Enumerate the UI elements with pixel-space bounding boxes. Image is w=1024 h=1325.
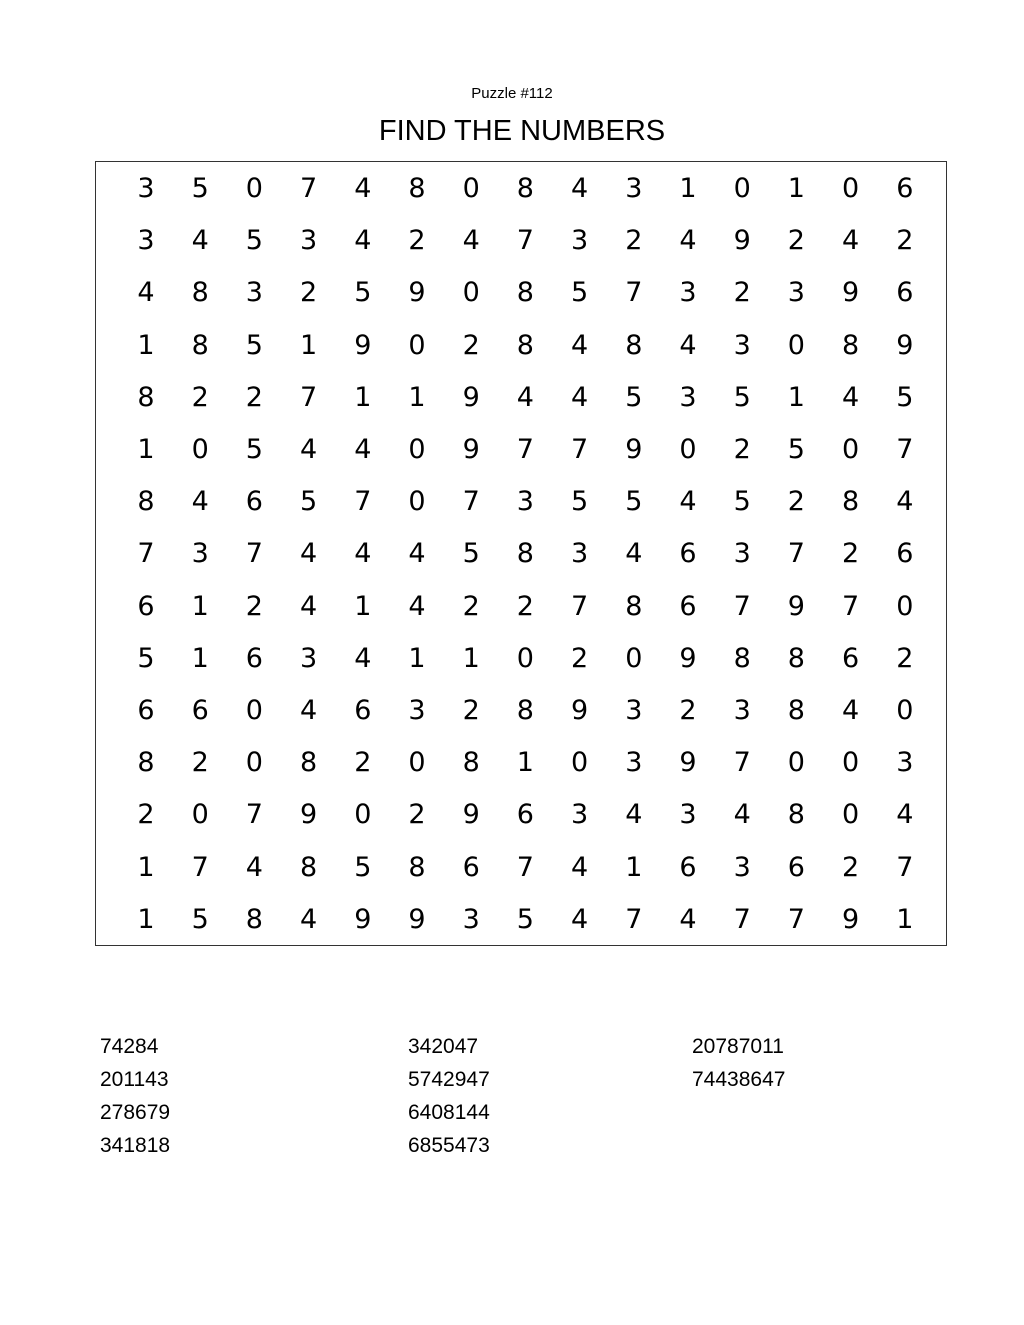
grid-cell[interactable]: 4 bbox=[679, 329, 697, 361]
grid-cell[interactable]: 3 bbox=[191, 538, 209, 570]
grid-cell[interactable]: 5 bbox=[733, 486, 751, 518]
grid-cell[interactable]: 6 bbox=[896, 173, 914, 204]
grid-cell[interactable]: 4 bbox=[571, 173, 589, 204]
grid-cell[interactable]: 4 bbox=[842, 225, 860, 257]
grid-cell[interactable]: 4 bbox=[191, 225, 209, 257]
grid-cell[interactable]: 1 bbox=[516, 747, 534, 779]
grid-cell[interactable]: 7 bbox=[625, 903, 643, 935]
grid-cell[interactable]: 5 bbox=[516, 903, 534, 935]
grid-cell[interactable]: 0 bbox=[842, 799, 860, 831]
grid-cell[interactable]: 0 bbox=[571, 747, 589, 779]
grid-cell[interactable]: 0 bbox=[787, 329, 805, 361]
grid-cell[interactable]: 9 bbox=[462, 381, 480, 413]
grid-cell[interactable]: 7 bbox=[571, 590, 589, 622]
grid-cell[interactable]: 4 bbox=[245, 851, 263, 883]
grid-cell[interactable]: 4 bbox=[896, 486, 914, 518]
grid-cell[interactable]: 2 bbox=[245, 381, 263, 413]
grid-cell[interactable]: 5 bbox=[354, 851, 372, 883]
grid-cell[interactable]: 6 bbox=[516, 799, 534, 831]
grid-cell[interactable]: 2 bbox=[733, 434, 751, 465]
grid-cell[interactable]: 9 bbox=[679, 747, 697, 779]
grid-cell[interactable]: 4 bbox=[679, 225, 697, 257]
grid-cell[interactable]: 9 bbox=[896, 329, 914, 361]
grid-cell[interactable]: 8 bbox=[516, 277, 534, 309]
grid-cell[interactable]: 2 bbox=[571, 642, 589, 674]
grid-cell[interactable]: 9 bbox=[842, 903, 860, 935]
grid-cell[interactable]: 9 bbox=[625, 434, 643, 465]
grid-cell[interactable]: 4 bbox=[733, 799, 751, 831]
grid-cell[interactable]: 4 bbox=[354, 538, 372, 570]
grid-cell[interactable]: 2 bbox=[191, 747, 209, 779]
grid-cell[interactable]: 2 bbox=[842, 538, 860, 570]
word-list-item: 6855473 bbox=[408, 1134, 490, 1157]
grid-cell[interactable]: 8 bbox=[516, 329, 534, 361]
grid-cell[interactable]: 4 bbox=[679, 486, 697, 518]
grid-cell[interactable]: 7 bbox=[354, 486, 372, 518]
grid-cell[interactable]: 5 bbox=[787, 434, 805, 465]
word-list-item: 341818 bbox=[100, 1134, 171, 1157]
grid-cell[interactable]: 0 bbox=[408, 434, 426, 465]
grid-cell[interactable]: 9 bbox=[354, 329, 372, 361]
grid-cell[interactable]: 9 bbox=[733, 225, 751, 257]
grid-cell[interactable]: 1 bbox=[679, 173, 697, 204]
grid-cell[interactable]: 4 bbox=[300, 903, 318, 935]
grid-cell[interactable]: 4 bbox=[300, 434, 318, 465]
grid-cell[interactable]: 8 bbox=[842, 329, 860, 361]
grid-cell[interactable]: 4 bbox=[354, 434, 372, 465]
grid-cell[interactable]: 7 bbox=[516, 434, 534, 465]
grid-cell[interactable]: 1 bbox=[896, 903, 914, 935]
grid-cell[interactable]: 3 bbox=[137, 225, 155, 257]
grid-cell[interactable]: 3 bbox=[679, 381, 697, 413]
grid-cell[interactable]: 0 bbox=[896, 590, 914, 622]
grid-cell[interactable]: 1 bbox=[408, 642, 426, 674]
grid-cell[interactable]: 1 bbox=[300, 329, 318, 361]
grid-cell[interactable]: 9 bbox=[408, 277, 426, 309]
grid-cell[interactable]: 2 bbox=[842, 851, 860, 883]
grid-cell[interactable]: 2 bbox=[896, 225, 914, 257]
grid-cell[interactable]: 4 bbox=[625, 799, 643, 831]
grid-cell[interactable]: 8 bbox=[842, 486, 860, 518]
grid-cell[interactable]: 1 bbox=[137, 903, 155, 935]
grid-cell[interactable]: 3 bbox=[625, 747, 643, 779]
grid-cell[interactable]: 4 bbox=[300, 695, 318, 726]
grid-cell[interactable]: 1 bbox=[137, 851, 155, 883]
grid-cell[interactable]: 0 bbox=[462, 173, 480, 204]
grid-cell[interactable]: 2 bbox=[679, 695, 697, 726]
grid-cell[interactable]: 7 bbox=[191, 851, 209, 883]
grid-cell[interactable]: 0 bbox=[354, 799, 372, 831]
grid-cell[interactable]: 4 bbox=[300, 538, 318, 570]
grid-cell[interactable]: 8 bbox=[300, 851, 318, 883]
number-grid bbox=[95, 161, 947, 946]
grid-cell[interactable]: 0 bbox=[408, 486, 426, 518]
grid-cell[interactable]: 5 bbox=[245, 434, 263, 465]
grid-cell[interactable]: 7 bbox=[300, 381, 318, 413]
word-list-item: 278679 bbox=[100, 1101, 171, 1124]
grid-cell[interactable]: 4 bbox=[191, 486, 209, 518]
grid-cell[interactable]: 2 bbox=[733, 277, 751, 309]
grid-cell[interactable]: 8 bbox=[625, 329, 643, 361]
grid-cell[interactable]: 9 bbox=[842, 277, 860, 309]
grid-cell[interactable]: 7 bbox=[733, 590, 751, 622]
grid-cell[interactable]: 1 bbox=[191, 642, 209, 674]
grid-cell[interactable]: 1 bbox=[191, 590, 209, 622]
grid-cell[interactable]: 4 bbox=[896, 799, 914, 831]
grid-cell[interactable]: 0 bbox=[462, 277, 480, 309]
grid-cell[interactable]: 7 bbox=[516, 225, 534, 257]
grid-cell[interactable]: 8 bbox=[787, 642, 805, 674]
grid-cell[interactable]: 0 bbox=[408, 747, 426, 779]
grid-cell[interactable]: 6 bbox=[679, 590, 697, 622]
grid-cell[interactable]: 8 bbox=[191, 329, 209, 361]
grid-cell[interactable]: 4 bbox=[516, 381, 534, 413]
word-list-column bbox=[100, 1030, 170, 1162]
word-list-item: 5742947 bbox=[408, 1068, 490, 1091]
grid-cell[interactable]: 2 bbox=[896, 642, 914, 674]
grid-cell[interactable]: 7 bbox=[896, 434, 914, 465]
grid-cell[interactable]: 4 bbox=[571, 381, 589, 413]
grid-cell[interactable]: 2 bbox=[625, 225, 643, 257]
grid-cell[interactable]: 4 bbox=[300, 590, 318, 622]
grid-cell[interactable]: 3 bbox=[625, 695, 643, 726]
grid-cell[interactable]: 3 bbox=[679, 277, 697, 309]
grid-cell[interactable]: 3 bbox=[571, 538, 589, 570]
grid-cell[interactable]: 2 bbox=[300, 277, 318, 309]
grid-cell[interactable]: 2 bbox=[516, 590, 534, 622]
grid-cell[interactable]: 9 bbox=[462, 434, 480, 465]
grid-cell[interactable]: 6 bbox=[787, 851, 805, 883]
grid-cell[interactable]: 7 bbox=[733, 903, 751, 935]
grid-cell[interactable]: 8 bbox=[137, 381, 155, 413]
grid-cell[interactable]: 1 bbox=[137, 329, 155, 361]
grid-cell[interactable]: 4 bbox=[625, 538, 643, 570]
grid-cell[interactable]: 3 bbox=[625, 173, 643, 204]
grid-cell[interactable]: 7 bbox=[516, 851, 534, 883]
grid-cell[interactable]: 4 bbox=[137, 277, 155, 309]
grid-cell[interactable]: 4 bbox=[408, 590, 426, 622]
grid-cell[interactable]: 4 bbox=[571, 903, 589, 935]
grid-cell[interactable]: 6 bbox=[245, 642, 263, 674]
grid-cell[interactable]: 9 bbox=[408, 903, 426, 935]
grid-cell[interactable]: 1 bbox=[625, 851, 643, 883]
grid-cell[interactable]: 3 bbox=[571, 225, 589, 257]
grid-cell[interactable]: 0 bbox=[245, 747, 263, 779]
grid-cell[interactable]: 5 bbox=[625, 381, 643, 413]
grid-cell[interactable]: 6 bbox=[896, 277, 914, 309]
grid-cell[interactable]: 0 bbox=[245, 695, 263, 726]
grid-cell[interactable]: 7 bbox=[245, 538, 263, 570]
word-list-item: 74438647 bbox=[692, 1068, 786, 1091]
grid-cell[interactable]: 0 bbox=[408, 329, 426, 361]
grid-cell[interactable]: 4 bbox=[679, 903, 697, 935]
grid-cell[interactable]: 3 bbox=[245, 277, 263, 309]
grid-cell[interactable]: 5 bbox=[462, 538, 480, 570]
grid-cell[interactable]: 3 bbox=[408, 695, 426, 726]
grid-cell[interactable]: 7 bbox=[300, 173, 318, 204]
word-list-item: 20787011 bbox=[692, 1035, 784, 1058]
grid-cell[interactable]: 2 bbox=[462, 329, 480, 361]
grid-cell[interactable]: 6 bbox=[137, 695, 155, 726]
grid-cell[interactable]: 7 bbox=[842, 590, 860, 622]
grid-cell[interactable]: 3 bbox=[462, 903, 480, 935]
grid-cell[interactable]: 0 bbox=[625, 642, 643, 674]
grid-cell[interactable]: 0 bbox=[679, 434, 697, 465]
grid-cell[interactable]: 7 bbox=[625, 277, 643, 309]
grid-cell[interactable]: 2 bbox=[787, 225, 805, 257]
grid-cell[interactable]: 8 bbox=[245, 903, 263, 935]
grid-cell[interactable]: 3 bbox=[733, 329, 751, 361]
grid-cell[interactable]: 8 bbox=[408, 851, 426, 883]
grid-cell[interactable]: 5 bbox=[733, 381, 751, 413]
grid-cell[interactable]: 1 bbox=[462, 642, 480, 674]
grid-cell[interactable]: 0 bbox=[842, 173, 860, 204]
grid-cell[interactable]: 3 bbox=[733, 695, 751, 726]
grid-cell[interactable]: 6 bbox=[245, 486, 263, 518]
grid-cell[interactable]: 5 bbox=[571, 277, 589, 309]
grid-cell[interactable]: 5 bbox=[245, 225, 263, 257]
grid-cell[interactable]: 4 bbox=[462, 225, 480, 257]
word-list-item: 342047 bbox=[408, 1035, 479, 1058]
grid-cell[interactable]: 4 bbox=[354, 642, 372, 674]
grid-cell[interactable]: 5 bbox=[137, 642, 155, 674]
grid-cell[interactable]: 9 bbox=[300, 799, 318, 831]
grid-cell[interactable]: 4 bbox=[408, 538, 426, 570]
grid-cell[interactable]: 3 bbox=[516, 486, 534, 518]
grid-cell[interactable]: 1 bbox=[354, 381, 372, 413]
puzzle-title: FIND THE NUMBERS bbox=[378, 115, 666, 147]
grid-cell[interactable]: 5 bbox=[191, 903, 209, 935]
grid-cell[interactable]: 9 bbox=[679, 642, 697, 674]
grid-cell[interactable]: 6 bbox=[462, 851, 480, 883]
grid-cell[interactable]: 7 bbox=[896, 851, 914, 883]
grid-cell[interactable]: 7 bbox=[137, 538, 155, 570]
grid-cell[interactable]: 2 bbox=[462, 590, 480, 622]
grid-cell[interactable]: 2 bbox=[137, 799, 155, 831]
grid-cell[interactable]: 4 bbox=[842, 695, 860, 726]
grid-cell[interactable]: 0 bbox=[842, 747, 860, 779]
grid-cell[interactable]: 0 bbox=[733, 173, 751, 204]
grid-cell[interactable]: 2 bbox=[787, 486, 805, 518]
grid-cell[interactable]: 0 bbox=[191, 434, 209, 465]
grid-cell[interactable]: 9 bbox=[354, 903, 372, 935]
grid-cell[interactable]: 3 bbox=[787, 277, 805, 309]
grid-cell[interactable]: 6 bbox=[679, 538, 697, 570]
grid-cell[interactable]: 1 bbox=[354, 590, 372, 622]
grid-cell[interactable]: 5 bbox=[896, 381, 914, 413]
grid-cell[interactable]: 8 bbox=[516, 173, 534, 204]
grid-cell[interactable]: 7 bbox=[787, 538, 805, 570]
grid-cell[interactable]: 8 bbox=[462, 747, 480, 779]
grid-cell[interactable]: 5 bbox=[354, 277, 372, 309]
word-list-item: 201143 bbox=[100, 1068, 169, 1091]
grid-cell[interactable]: 1 bbox=[787, 173, 805, 204]
grid-cell[interactable]: 4 bbox=[571, 851, 589, 883]
grid-cell[interactable]: 2 bbox=[462, 695, 480, 726]
grid-cell[interactable]: 4 bbox=[354, 225, 372, 257]
grid-cell[interactable]: 0 bbox=[896, 695, 914, 726]
grid-cell[interactable]: 9 bbox=[787, 590, 805, 622]
grid-cell[interactable]: 0 bbox=[191, 799, 209, 831]
puzzle-number: Puzzle #112 bbox=[471, 85, 553, 102]
grid-cell[interactable]: 6 bbox=[896, 538, 914, 570]
grid-cell[interactable]: 8 bbox=[733, 642, 751, 674]
grid-cell[interactable]: 8 bbox=[516, 538, 534, 570]
grid-cell[interactable]: 1 bbox=[137, 434, 155, 465]
grid-cell[interactable]: 4 bbox=[354, 173, 372, 204]
grid-cell[interactable]: 0 bbox=[842, 434, 860, 465]
word-list-column bbox=[408, 1030, 490, 1162]
grid-cell[interactable]: 1 bbox=[408, 381, 426, 413]
grid-cell[interactable]: 6 bbox=[354, 695, 372, 726]
grid-cell[interactable]: 3 bbox=[679, 799, 697, 831]
grid-cell[interactable]: 8 bbox=[137, 747, 155, 779]
word-list-item: 74284 bbox=[100, 1035, 159, 1058]
grid-cell[interactable]: 8 bbox=[787, 695, 805, 726]
grid-cell[interactable]: 2 bbox=[191, 381, 209, 413]
word-list-column bbox=[692, 1030, 785, 1096]
grid-cell[interactable]: 6 bbox=[842, 642, 860, 674]
grid-cell[interactable]: 5 bbox=[571, 486, 589, 518]
grid-cell[interactable]: 7 bbox=[571, 434, 589, 465]
grid-cell[interactable]: 7 bbox=[733, 747, 751, 779]
grid-cell[interactable]: 8 bbox=[625, 590, 643, 622]
grid-cell[interactable]: 4 bbox=[571, 329, 589, 361]
grid-cell[interactable]: 2 bbox=[408, 799, 426, 831]
grid-cell[interactable]: 4 bbox=[842, 381, 860, 413]
grid-cell[interactable]: 5 bbox=[300, 486, 318, 518]
grid-cell[interactable]: 8 bbox=[191, 277, 209, 309]
grid-cell[interactable]: 6 bbox=[137, 590, 155, 622]
grid-cell[interactable]: 7 bbox=[245, 799, 263, 831]
grid-cell[interactable]: 3 bbox=[896, 747, 914, 779]
grid-cell[interactable]: 3 bbox=[300, 642, 318, 674]
grid-cell[interactable]: 2 bbox=[354, 747, 372, 779]
grid-cell[interactable]: 0 bbox=[245, 173, 263, 204]
grid-cell[interactable]: 0 bbox=[787, 747, 805, 779]
grid-cell[interactable]: 2 bbox=[408, 225, 426, 257]
grid-cell[interactable]: 6 bbox=[679, 851, 697, 883]
grid-cell[interactable]: 1 bbox=[787, 381, 805, 413]
grid-cell[interactable]: 9 bbox=[462, 799, 480, 831]
grid-cell[interactable]: 8 bbox=[137, 486, 155, 518]
grid-cell[interactable]: 9 bbox=[571, 695, 589, 726]
grid-cell[interactable]: 3 bbox=[571, 799, 589, 831]
word-list-item: 6408144 bbox=[408, 1101, 490, 1124]
grid-cell[interactable]: 5 bbox=[625, 486, 643, 518]
grid-cell[interactable]: 3 bbox=[300, 225, 318, 257]
grid-cell[interactable]: 8 bbox=[787, 799, 805, 831]
grid-cell[interactable]: 0 bbox=[516, 642, 534, 674]
grid-cell[interactable]: 8 bbox=[516, 695, 534, 726]
grid-cell[interactable]: 3 bbox=[733, 851, 751, 883]
grid-cell[interactable]: 5 bbox=[245, 329, 263, 361]
grid-cell[interactable]: 7 bbox=[787, 903, 805, 935]
grid-cell[interactable]: 8 bbox=[300, 747, 318, 779]
grid-cell[interactable]: 6 bbox=[191, 695, 209, 726]
grid-cell[interactable]: 5 bbox=[191, 173, 209, 204]
grid-cell[interactable]: 3 bbox=[137, 173, 155, 204]
grid-cell[interactable]: 2 bbox=[245, 590, 263, 622]
grid-cell[interactable]: 8 bbox=[408, 173, 426, 204]
grid-cell[interactable]: 7 bbox=[462, 486, 480, 518]
grid-cell[interactable]: 3 bbox=[733, 538, 751, 570]
